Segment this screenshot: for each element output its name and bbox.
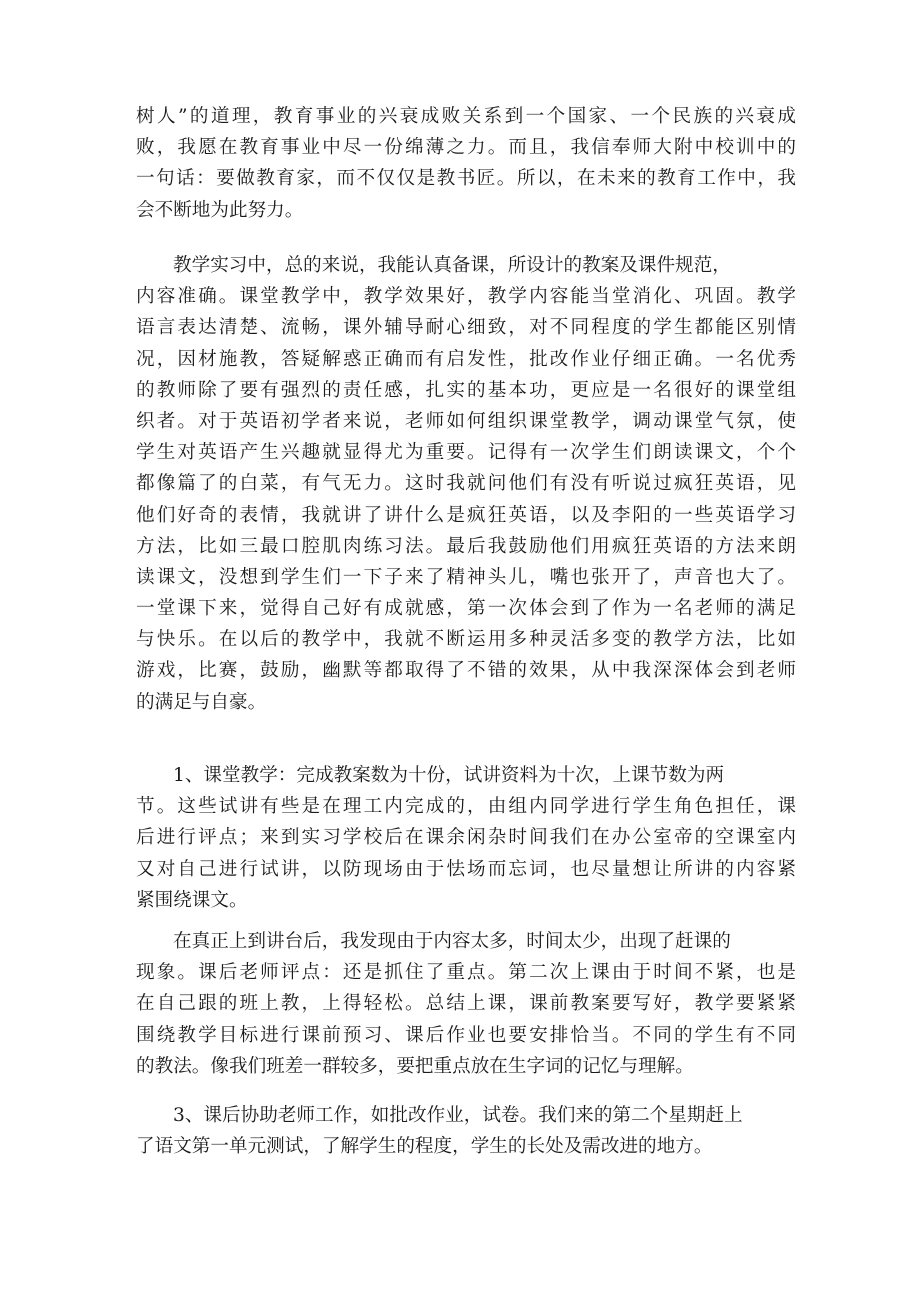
text-line: 围绕教学目标进行课前预习、课后作业也要安排恰当。不同的学生有不同 [136,1024,796,1046]
text-line: 游戏，比赛，鼓励，幽默等都取得了不错的效果，从中我深深体会到老师 [136,660,796,682]
text-line: 与快乐。在以后的教学中，我就不断运用多种灵活多变的教学方法，比如 [136,629,796,651]
text-line: 一句话：要做教育家，而不仅仅是教书匠。所以，在未来的教育工作中，我 [136,168,796,190]
text-line: 况，因材施教，答疑解惑正确而有启发性，批改作业仔细正确。一名优秀 [136,348,796,370]
text-line: 在自己跟的班上教，上得轻松。总结上课，课前教案要写好，教学要紧紧 [136,993,796,1015]
text-line: 读课文，没想到学生们一下子来了精神头儿，嘴也张开了，声音也大了。 [136,566,796,588]
text-line: 语言表达清楚、流畅，课外辅导耐心细致，对不同程度的学生都能区别情 [136,317,796,339]
text-line: 会不断地为此努力。 [136,199,304,221]
text-line: 后进行评点；来到实习学校后在课余闲杂时间我们在办公室帝的空课室内 [136,827,796,849]
text-line: 一堂课下来，觉得自己好有成就感，第一次体会到了作为一名老师的满足 [136,598,796,620]
text-line: 在真正上到讲台后，我发现由于内容太多，时间太少，出现了赶课的 [173,931,731,952]
paragraph-3 [136,760,796,916]
text-line: 的满足与自豪。 [136,691,267,713]
text-line: 紧围绕课文。 [136,889,248,911]
paragraph-4 [136,926,796,1082]
text-line: 方法，比如三最口腔肌肉练习法。最后我鼓励他们用疯狂英语的方法来朗 [136,535,796,557]
paragraph-2 [136,250,796,718]
text-line: 教学实习中，总的来说，我能认真备课，所设计的教案及课件规范， [173,255,731,276]
text-line: 的教师除了要有强烈的责任感，扎实的基本功，更应是一名很好的课堂组 [136,379,796,401]
text-line: 败，我愿在教育事业中尽一份绵薄之力。而且，我信奉师大附中校训中的 [136,137,796,159]
text-line: 都像篇了的白菜，有气无力。这时我就问他们有没有听说过疯狂英语，见 [136,473,796,495]
text-line: 内容准确。课堂教学中，教学效果好，教学内容能当堂消化、巩固。教学 [136,286,796,308]
text-line: 3、课后协助老师工作，如批改作业，试卷。我们来的第二个星期赶上 [173,1105,743,1126]
text-line: 织者。对于英语初学者来说，老师如何组织课堂教学，调动课堂气氛，使 [136,410,796,432]
text-line: 了语文第一单元测试，了解学生的程度，学生的长处及需改进的地方。 [136,1136,713,1158]
text-line: 的教法。像我们班差一群较多，要把重点放在生字词的记忆与理解。 [136,1055,694,1077]
text-line: 现象。课后老师评点：还是抓住了重点。第二次上课由于时间不紧，也是 [136,962,796,984]
text-line: 1、课堂教学：完成教案数为十份，试讲资料为十次，上课节数为两 [173,765,725,786]
paragraph-5 [136,1100,796,1162]
text-line: 节。这些试讲有些是在理工内完成的，由组内同学进行学生角色担任，课 [136,796,796,818]
text-line: 又对自己进行试讲，以防现场由于怯场而忘词，也尽量想让所讲的内容紧 [136,858,796,880]
paragraph-1 [136,101,796,226]
text-line: 学生对英语产生兴趣就显得尤为重要。记得有一次学生们朗读课文，个个 [136,442,796,464]
text-line: 树人”的道理，教育事业的兴衰成败关系到一个国家、一个民族的兴衰成 [136,106,796,127]
text-line: 他们好奇的表情，我就讲了讲什么是疯狂英语，以及李阳的一些英语学习 [136,504,796,526]
